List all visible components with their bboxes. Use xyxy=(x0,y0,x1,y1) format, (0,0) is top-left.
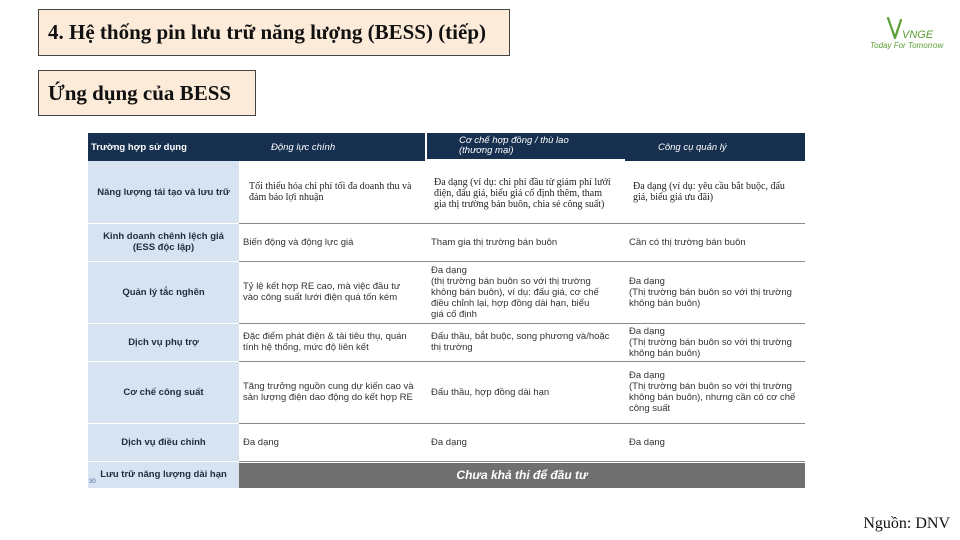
cell-tool-regulation: Đa dạng xyxy=(629,436,665,448)
cell-contract-ancillary: Đấu thầu, bắt buộc, song phương và/hoặc thị trường xyxy=(431,331,610,353)
cell-driver-regulation: Đa dạng xyxy=(243,436,279,448)
cell-driver-congestion: Tỷ lệ kết hợp RE cao, mà việc đầu tư vào công suất lưới điện quá tốn kém xyxy=(243,281,401,303)
header-tool: Công cụ quản lý xyxy=(625,133,805,161)
vnge-logo xyxy=(862,12,954,54)
row-label-long-duration: Lưu trữ năng lượng dài hạn xyxy=(88,461,239,488)
cell-tool-ancillary: Đa dạng (Thị trường bán buôn so với thị trường không bán buôn) xyxy=(629,325,792,359)
cell-tool-arbitrage: Cần có thị trường bán buôn xyxy=(629,236,746,248)
row-label-capacity: Cơ chế công suất xyxy=(88,361,239,423)
slide-subtitle: Ứng dụng của BESS xyxy=(38,70,256,116)
not-viable-banner: Chưa khả thi để đầu tư xyxy=(239,463,805,488)
row-label-congestion: Quản lý tắc nghẽn xyxy=(88,261,239,323)
cell-contract-renewable: Đa dạng (ví dụ: chi phí đầu từ giảm phí lưới điện, đấu giá, biểu giá cố định thêm, tham gia thị trường bán buôn, chia sẻ công suất) xyxy=(434,176,611,210)
row-label-arbitrage: Kinh doanh chênh lệch giá (ESS độc lập) xyxy=(88,223,239,261)
source-note: Nguồn: DNV xyxy=(863,515,950,532)
cell-contract-arbitrage: Tham gia thị trường bán buôn xyxy=(431,236,558,248)
row-label-renewable: Năng lượng tái tạo và lưu trữ xyxy=(88,161,239,223)
header-contract: Cơ chế hợp đồng / thù lao (thương mại) xyxy=(427,133,625,159)
header-use-case: Trường hợp sử dụng xyxy=(88,133,239,161)
page-number: 30 xyxy=(89,479,96,485)
cell-driver-renewable: Tối thiểu hóa chi phí tối đa doanh thu và đảm bảo lợi nhuận xyxy=(249,181,412,203)
cell-driver-capacity: Tăng trưởng nguồn cung dự kiến cao và sản lượng điện dao động do kết hợp RE xyxy=(243,381,414,403)
header-driver: Động lực chính xyxy=(239,133,425,161)
cell-tool-congestion: Đa dạng (Thị trường bán buôn so với thị trường không bán buôn) xyxy=(629,275,792,309)
cell-contract-capacity: Đấu thầu, hợp đồng dài hạn xyxy=(431,386,550,398)
cell-driver-arbitrage: Biến động và động lực giá xyxy=(243,236,354,248)
cell-driver-ancillary: Đặc điểm phát điện & tải tiêu thụ, quán tính hệ thống, mức độ liên kết xyxy=(243,331,407,353)
row-label-ancillary: Dịch vụ phụ trợ xyxy=(88,323,239,361)
logo-brand-text: VNGE xyxy=(902,29,934,41)
vnge-logo-mark-icon xyxy=(886,14,946,44)
row-label-regulation: Dịch vụ điều chỉnh xyxy=(88,423,239,461)
slide-title: 4. Hệ thống pin lưu trữ năng lượng (BESS) (tiếp) xyxy=(38,9,510,56)
cell-tool-renewable: Đa dạng (ví dụ: yêu cầu bắt buộc, đấu giá, biểu giá ưu đãi) xyxy=(633,181,785,203)
logo-tagline: Today For Tomorrow xyxy=(870,41,944,50)
bess-applications-table xyxy=(88,133,805,488)
cell-contract-regulation: Đa dạng xyxy=(431,436,467,448)
cell-contract-congestion: Đa dạng (thị trường bán buôn so với thị trường không bán buôn), ví dụ: đấu giá, cơ chế điều chỉnh lại, hợp đồng dài hạn, biểu giá cố định xyxy=(431,264,599,320)
cell-tool-capacity: Đa dạng (Thị trường bán buôn so với thị trường không bán buôn), nhưng cần có cơ chế công suất xyxy=(629,370,796,414)
